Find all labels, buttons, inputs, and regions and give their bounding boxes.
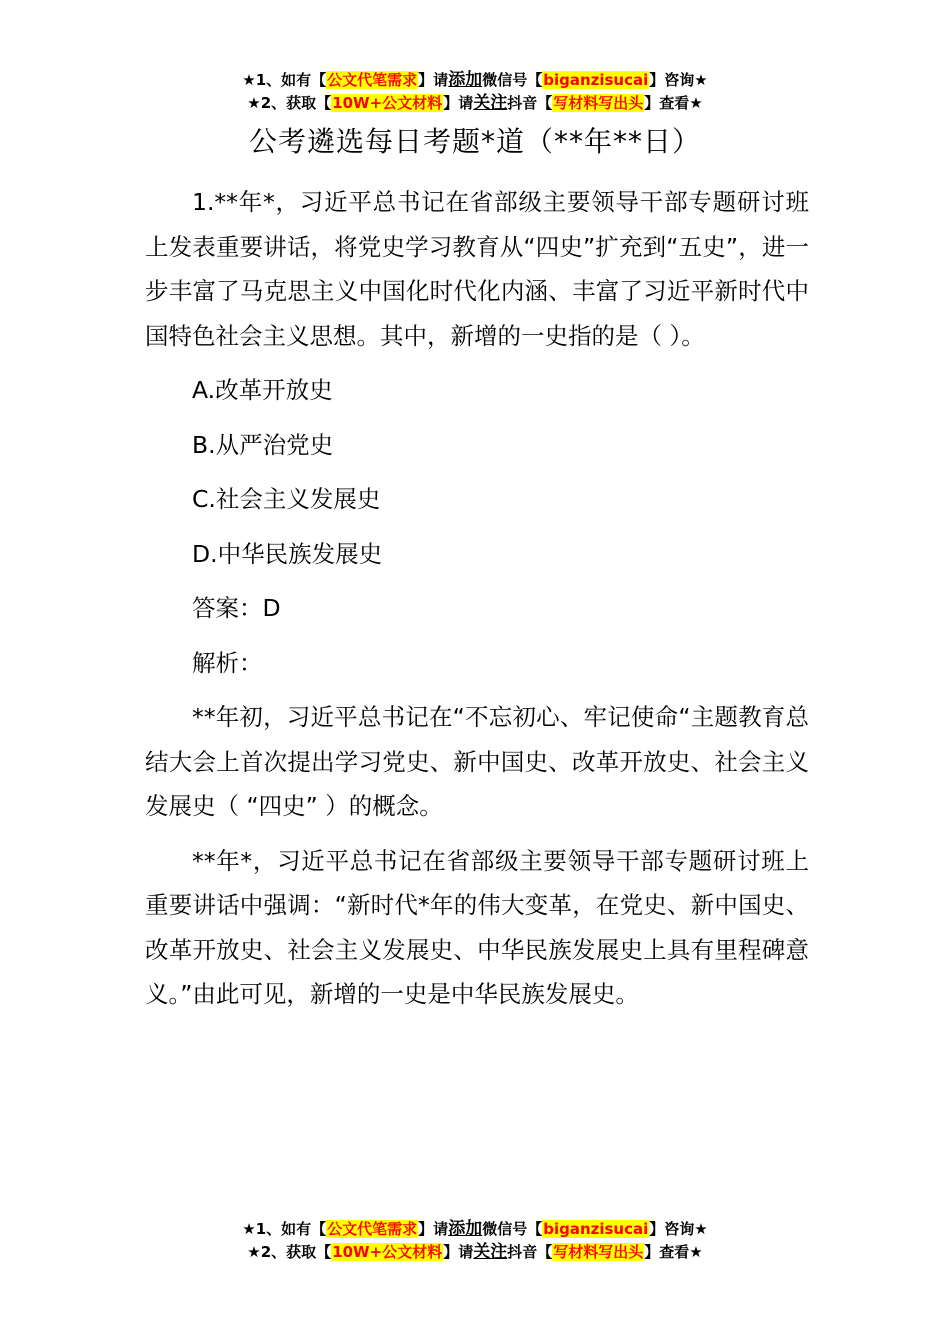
option-c: C.社会主义发展史 (192, 485, 381, 513)
star-icon: ★ (694, 71, 708, 89)
option-a: A.改革开放史 (192, 376, 333, 404)
star-icon: ★ (694, 1220, 708, 1238)
promo-header-top (0, 69, 950, 115)
answer-text: 答案：D (192, 594, 281, 622)
promo-line-1: ★1、如有【公文代笔需求】请添加微信号【biganzisucai】咨询★ (242, 70, 708, 90)
star-icon: ★ (247, 94, 261, 112)
option-d: D.中华民族发展史 (192, 539, 383, 568)
star-icon: ★ (242, 1220, 256, 1238)
promo-wechat-id: biganzisucai (543, 1220, 649, 1238)
document-body (145, 180, 809, 1027)
promo-emphasis: 添加 (448, 1219, 483, 1239)
promo-line-1: ★1、如有【公文代笔需求】请添加微信号【biganzisucai】咨询★ (242, 1219, 708, 1239)
analysis-label: 解析： (192, 648, 263, 677)
promo-emphasis: 添加 (448, 70, 483, 90)
promo-douyin-account: 写材料写出头 (553, 94, 644, 112)
promo-emphasis: 关注 (473, 1242, 508, 1262)
star-icon: ★ (242, 71, 256, 89)
promo-line-2: ★2、获取【10W+公文材料】请关注抖音【写材料写出头】查看★ (247, 1242, 703, 1262)
question-text: 1.**年*，习近平总书记在省部级主要领导干部专题研讨班上发表重要讲话，将党史学习教育从“四史”扩充到“五史”，进一步丰富了马克思主义中国化时代化内涵、丰富了习近平新时代中国特色社会主义思想。其中，新增的一史指的是（ ）。 (145, 188, 809, 350)
star-icon: ★ (247, 1243, 261, 1261)
star-icon: ★ (689, 94, 703, 112)
promo-footer-bottom (0, 1218, 950, 1264)
promo-line-2: ★2、获取【10W+公文材料】请关注抖音【写材料写出头】查看★ (247, 93, 703, 113)
analysis-paragraph-2: **年*，习近平总书记在省部级主要领导干部专题研讨班上重要讲话中强调：“新时代*年的伟大变革，在党史、新中国史、改革开放史、社会主义发展史、中华民族发展史上具有里程碑意义。”由此可见，新增的一史是中华民族发展史。 (145, 846, 809, 1008)
promo-highlight-service: 公文代笔需求 (327, 71, 418, 89)
promo-highlight-materials: 10W+公文材料 (332, 1243, 443, 1261)
star-icon: ★ (689, 1243, 703, 1261)
promo-highlight-materials: 10W+公文材料 (332, 94, 443, 112)
promo-wechat-id: biganzisucai (543, 71, 649, 89)
option-b: B.从严治党史 (192, 430, 334, 459)
promo-emphasis: 关注 (473, 93, 508, 113)
promo-douyin-account: 写材料写出头 (553, 1243, 644, 1261)
promo-highlight-service: 公文代笔需求 (327, 1220, 418, 1238)
page-title: 公考遴选每日考题*道（**年**日） (248, 125, 701, 158)
analysis-paragraph-1: **年初，习近平总书记在“不忘初心、牢记使命“主题教育总结大会上首次提出学习党史、新中国史、改革开放史、社会主义发展史（ “四史” ）的概念。 (145, 703, 809, 820)
